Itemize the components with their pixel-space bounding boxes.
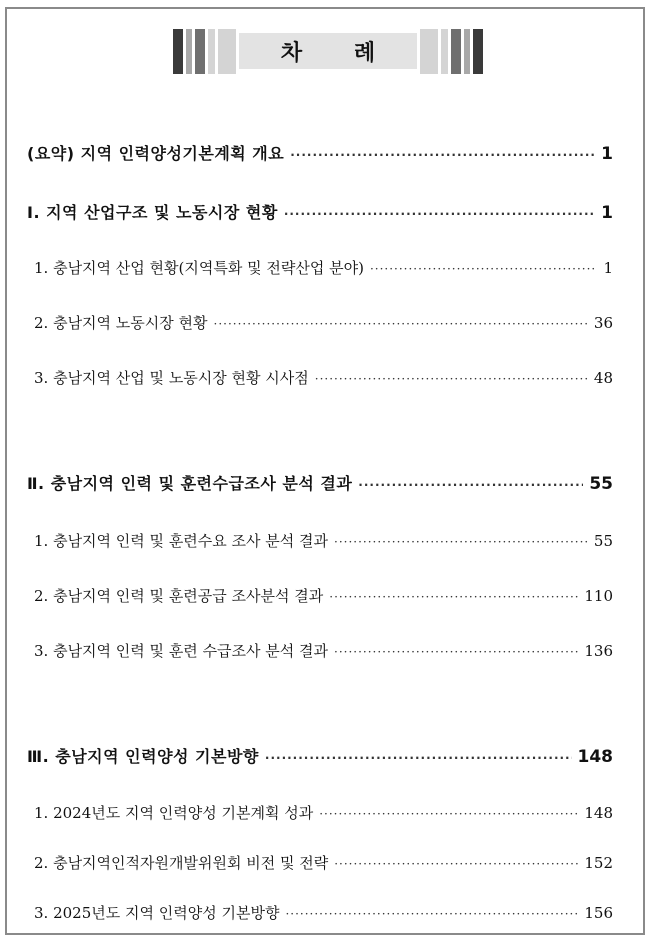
- toc-entry-2-3[interactable]: [34, 640, 613, 661]
- toc-entry-3-3[interactable]: [34, 902, 613, 923]
- toc-label: 2. 충남지역인적자원개발위원회 비전 및 전략: [34, 854, 329, 872]
- toc-leader: [265, 751, 572, 765]
- toc-label: Ⅰ. 지역 산업구조 및 노동시장 현황: [27, 203, 278, 222]
- toc-label: 1. 2024년도 지역 인력양성 기본계획 성과: [34, 804, 314, 822]
- toc-label: 2. 충남지역 노동시장 현황: [34, 314, 208, 332]
- toc-entry-section-3[interactable]: [27, 744, 613, 767]
- toc-entry-section-2[interactable]: [27, 471, 613, 494]
- toc-label: 3. 충남지역 산업 및 노동시장 현황 시사점: [34, 369, 309, 387]
- toc-leader: [319, 807, 578, 821]
- toc-leader: [334, 535, 588, 549]
- toc-leader: [358, 478, 583, 492]
- toc-label: 1. 충남지역 산업 현황(지역특화 및 전략산업 분야): [34, 259, 364, 277]
- toc-label: 3. 2025년도 지역 인력양성 기본방향: [34, 904, 280, 922]
- decor-bar: [173, 29, 183, 74]
- toc-entry-3-1[interactable]: [34, 802, 613, 823]
- decor-bar: [441, 29, 448, 74]
- toc-entry-1-1[interactable]: [34, 257, 613, 278]
- toc-label: (요약) 지역 인력양성기본계획 개요: [27, 144, 285, 163]
- decor-bar: [451, 29, 461, 74]
- toc-label: 1. 충남지역 인력 및 훈련수요 조사 분석 결과: [34, 532, 329, 550]
- toc-page: 148: [584, 804, 613, 822]
- toc-entry-2-2[interactable]: [34, 585, 613, 606]
- decor-bar: [195, 29, 205, 74]
- toc-leader: [334, 645, 578, 659]
- toc-entry-1-3[interactable]: [34, 367, 613, 388]
- decor-bar: [208, 29, 215, 74]
- decor-bar: [218, 29, 236, 74]
- toc-page: 48: [593, 369, 613, 387]
- toc-page: 36: [593, 314, 613, 332]
- toc-leader: [285, 907, 578, 921]
- toc-page: 1: [601, 144, 613, 164]
- toc-entry-summary[interactable]: [27, 141, 613, 164]
- toc-page: 1: [601, 203, 613, 223]
- decor-bar: [186, 29, 192, 74]
- decor-bar: [420, 29, 438, 74]
- decor-bar: [464, 29, 470, 74]
- toc-page: 55: [589, 474, 613, 494]
- toc-entry-3-2[interactable]: [34, 852, 613, 873]
- page-title: 차 례: [239, 33, 417, 69]
- toc-leader: [329, 590, 578, 604]
- toc-page: 148: [577, 747, 613, 767]
- toc-label: Ⅱ. 충남지역 인력 및 훈련수급조사 분석 결과: [27, 474, 353, 493]
- title-banner: [173, 29, 483, 74]
- toc-page: 152: [584, 854, 613, 872]
- toc-label: 3. 충남지역 인력 및 훈련 수급조사 분석 결과: [34, 642, 329, 660]
- toc-page: 110: [584, 587, 613, 605]
- title-decoration-left: [173, 29, 239, 74]
- toc-label: Ⅲ. 충남지역 인력양성 기본방향: [27, 747, 259, 766]
- toc-leader: [315, 372, 588, 386]
- toc-leader: [334, 857, 578, 871]
- toc-label: 2. 충남지역 인력 및 훈련공급 조사분석 결과: [34, 587, 324, 605]
- toc-entry-section-1[interactable]: [27, 200, 613, 223]
- toc-page: 1: [603, 259, 613, 277]
- toc-leader: [284, 207, 595, 221]
- toc-entry-2-1[interactable]: [34, 530, 613, 551]
- decor-bar: [473, 29, 483, 74]
- toc-leader: [370, 262, 598, 276]
- title-decoration-right: [420, 29, 483, 74]
- toc-page: 55: [593, 532, 613, 550]
- toc-page: 136: [584, 642, 613, 660]
- toc-page: 156: [584, 904, 613, 922]
- toc-leader: [290, 148, 595, 162]
- toc-entry-1-2[interactable]: [34, 312, 613, 333]
- toc-leader: [214, 317, 588, 331]
